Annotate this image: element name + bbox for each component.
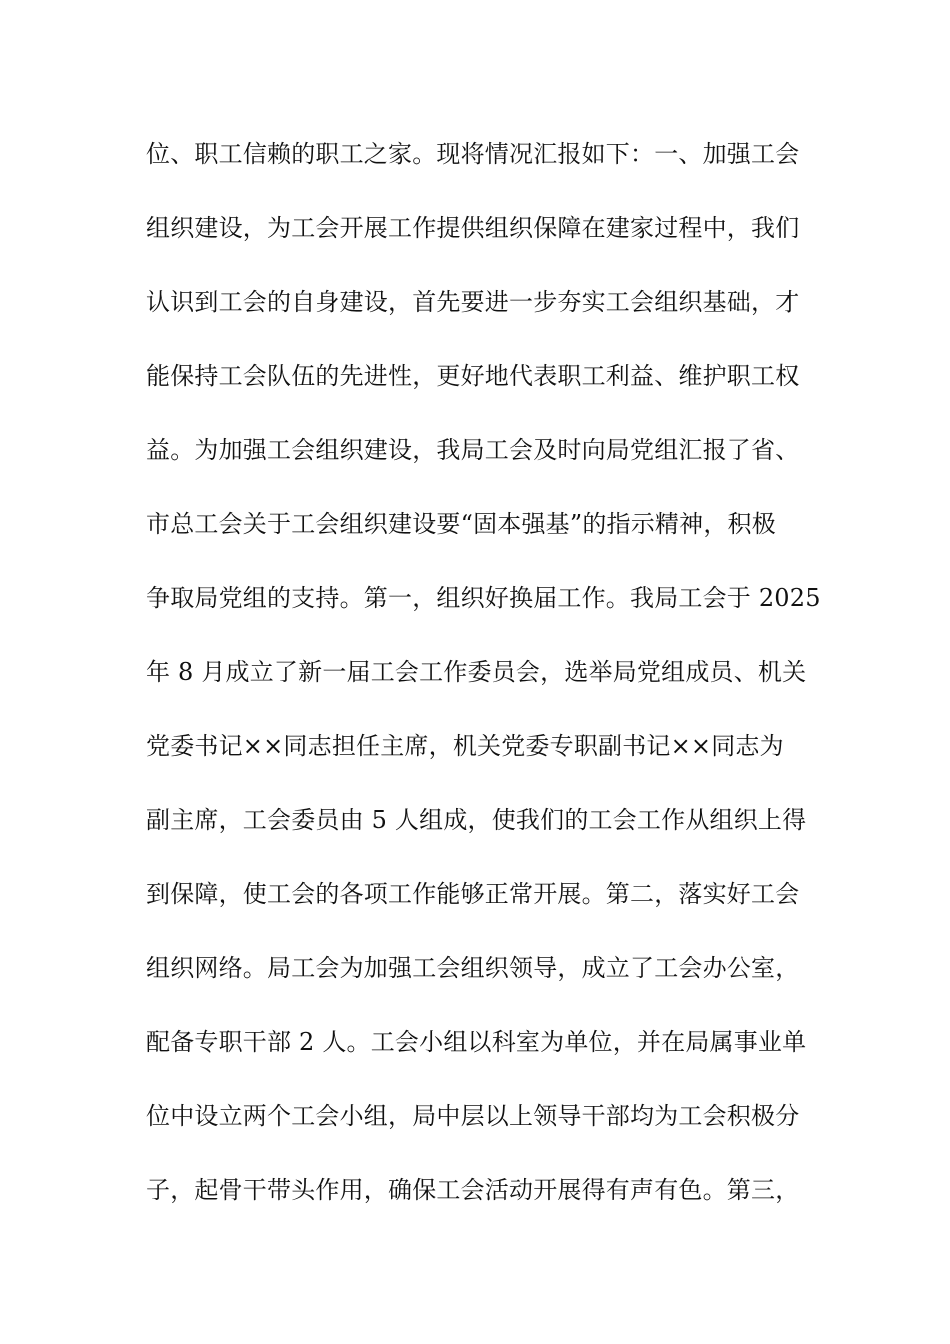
text-line: 年 8 月成立了新一届工会工作委员会，选举局党组成员、机关 (146, 658, 807, 686)
text-line: 位中设立两个工会小组，局中层以上领导干部均为工会积极分 (146, 1102, 800, 1130)
body-text (146, 130, 821, 1240)
text-line: 副主席，工会委员由 5 人组成，使我们的工会工作从组织上得 (146, 806, 807, 834)
text-line: 到保障，使工会的各项工作能够正常开展。第二，落实好工会 (146, 880, 800, 908)
text-line: 争取局党组的支持。第一，组织好换届工作。我局工会于 2025 (146, 584, 821, 612)
text-line: 市总工会关于工会组织建设要“固本强基”的指示精神，积极 (146, 510, 776, 538)
text-line: 子，起骨干带头作用，确保工会活动开展得有声有色。第三， (146, 1176, 800, 1204)
text-line: 能保持工会队伍的先进性，更好地代表职工利益、维护职工权 (146, 362, 800, 390)
text-line: 位、职工信赖的职工之家。现将情况汇报如下：一、加强工会 (146, 140, 800, 168)
text-line: 益。为加强工会组织建设，我局工会及时向局党组汇报了省、 (146, 436, 800, 464)
text-line: 党委书记××同志担任主席，机关党委专职副书记××同志为 (146, 732, 784, 760)
text-line: 配备专职干部 2 人。工会小组以科室为单位，并在局属事业单 (146, 1028, 807, 1056)
text-line: 组织网络。局工会为加强工会组织领导，成立了工会办公室， (146, 954, 800, 982)
text-line: 认识到工会的自身建设，首先要进一步夯实工会组织基础，才 (146, 288, 800, 316)
text-line: 组织建设，为工会开展工作提供组织保障在建家过程中，我们 (146, 214, 800, 242)
